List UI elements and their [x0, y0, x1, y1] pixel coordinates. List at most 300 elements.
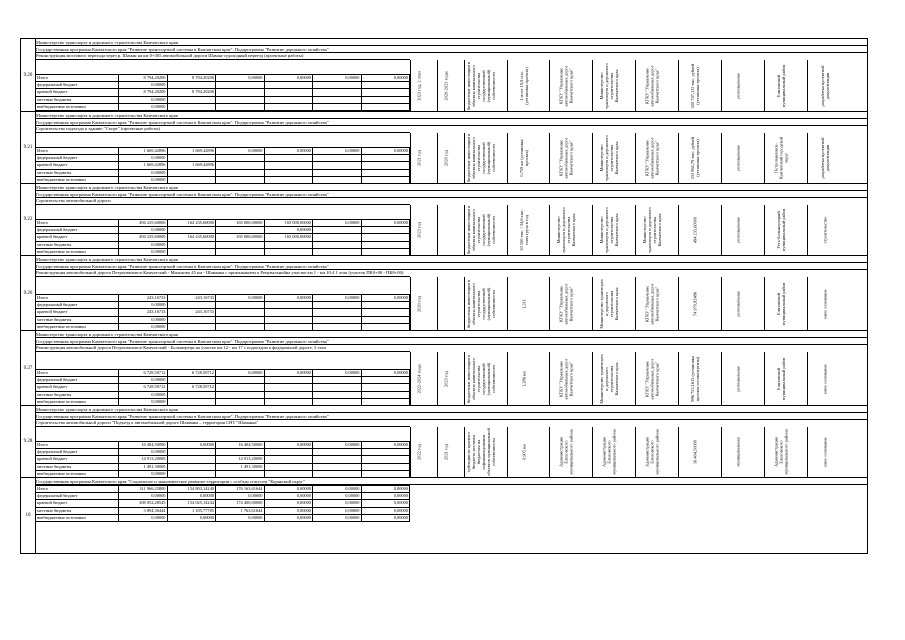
attribute-cell: [507, 427, 539, 477]
amount-cell: [264, 391, 313, 398]
attribute-cell: [410, 133, 427, 183]
object-section: [21, 39, 867, 111]
amount-cell: [313, 463, 362, 470]
financing-table: [35, 147, 410, 184]
amount-cell: 1 669,42896: [167, 148, 216, 155]
amount-cell: [313, 456, 362, 463]
financing-row: [36, 103, 410, 110]
financing-row: [36, 155, 410, 162]
source-label: внебюджетные источники: [36, 470, 119, 477]
amount-cell: [361, 463, 410, 470]
attribute-text: КГКУ "Управление автомобильных дорог Камчатского края": [644, 358, 660, 399]
amount-cell: 0,00000: [264, 295, 313, 302]
object-section: [21, 405, 867, 477]
attribute-cell: [410, 427, 427, 477]
amount-cell: [313, 103, 362, 110]
object-name: Реконструкция автомобильной дороги Петропавловск-Камчатский - Большерецк на участке км 12 - км 17 с подъездом к федеральной дороге. 3 этап: [35, 345, 410, 352]
amount-cell: 0,00000: [119, 323, 168, 330]
source-label: Итого: [36, 486, 119, 493]
amount-cell: 8 794,20200: [119, 89, 168, 96]
attribute-text: 233 865,79 тыс. рублей (установка проекта): [690, 136, 700, 180]
amount-cell: [216, 82, 265, 89]
amount-cell: [361, 449, 410, 456]
attribute-cell: [464, 427, 497, 477]
program-line: Государственная программа Камчатского края "Развитие транспортной системы в Камчатском крае". Подпрограмма "Развитие дорожного хозяйства": [35, 338, 867, 345]
amount-cell: 0,00000: [361, 370, 410, 377]
object-name: Строительство автомобильной дороги "Подъезд к автомобильной дороге Шаманка – территория СНТ "Шаманка": [35, 420, 410, 427]
amount-cell: [313, 155, 362, 162]
attribute-cell: [507, 60, 539, 111]
attribute-cell: [437, 277, 454, 330]
amount-cell: 0,00000: [313, 75, 362, 82]
ministry-line: Министерство транспорта и дорожного строительства Камчатского края: [35, 184, 867, 191]
attribute-cell: [764, 427, 797, 477]
amount-cell: [361, 82, 410, 89]
amount-cell: [264, 377, 313, 384]
attribute-cell: [721, 277, 754, 330]
amount-cell: [361, 227, 410, 234]
amount-cell: 0,00000: [119, 493, 168, 500]
amount-cell: 494 235,60000: [119, 234, 168, 241]
amount-cell: [216, 241, 265, 248]
attribute-cell: [635, 427, 668, 477]
amount-cell: 165 000,00000: [216, 220, 265, 227]
ministry-line: Министерство транспорта и дорожного строительства Камчатского края: [35, 406, 867, 413]
attribute-text: 200 747,115 тыс. рублей (установка проекта): [690, 63, 700, 108]
amount-cell: [264, 96, 313, 103]
amount-cell: [313, 309, 362, 316]
amount-cell: 0,00000: [264, 507, 313, 514]
amount-cell: 165 000,00000: [264, 220, 313, 227]
attribute-text: региональная: [735, 365, 741, 392]
attribute-cell: [721, 205, 754, 255]
attribute-text: КГКУ "Управление автомобильных дорог Камчатского края": [558, 137, 574, 179]
amount-cell: [167, 302, 216, 309]
attribute-cell: [410, 60, 427, 111]
attribute-text: Министерство транспорта и дорожного строительства Камчатского края: [599, 353, 619, 404]
attribute-cell: [592, 205, 625, 255]
financing-row: [36, 442, 410, 449]
attribute-text: бюджетные инвестиции в объекты капитального строительства государственной (муниципальной) собственности: [466, 279, 496, 328]
attribute-text: КГКУ "Управление автомобильных дорог Камчатского края": [644, 137, 660, 179]
financing-row: [36, 169, 410, 176]
amount-cell: 0,00000: [313, 486, 362, 493]
amount-cell: [313, 96, 362, 103]
amount-cell: [361, 384, 410, 391]
source-label: Итого: [36, 295, 119, 302]
amount-cell: 0,00000: [167, 514, 216, 521]
program-line: Государственная программа Камчатского края "Социальное и экономическое развитие территории с особым статусом "Корякский округ": [35, 478, 867, 485]
attribute-text: Администрация Елизовского муниципального района: [644, 429, 660, 475]
amount-cell: [313, 82, 362, 89]
source-label: федеральный бюджет: [36, 227, 119, 234]
amount-cell: [264, 309, 313, 316]
amount-cell: [264, 103, 313, 110]
source-label: Итого: [36, 370, 119, 377]
financing-row: [36, 162, 410, 169]
attribute-cell: [635, 277, 668, 330]
attribute-cell: [635, 60, 668, 111]
amount-cell: 0,00000: [119, 241, 168, 248]
attribute-text: Министерство транспорта и дорожного строительства Камчатского края: [599, 278, 619, 329]
source-label: федеральный бюджет: [36, 155, 119, 162]
amount-cell: [167, 463, 216, 470]
amount-cell: 0,00000: [264, 370, 313, 377]
amount-cell: [167, 377, 216, 384]
financing-table: [35, 74, 410, 111]
document-page: [20, 38, 868, 554]
amount-cell: 0,00000: [119, 302, 168, 309]
amount-cell: [361, 89, 410, 96]
attribute-cell: [764, 277, 797, 330]
attribute-cell: [807, 60, 841, 111]
amount-cell: [216, 169, 265, 176]
amount-cell: [313, 391, 362, 398]
source-label: федеральный бюджет: [36, 82, 119, 89]
attribute-text: 1 мост 19,9 п.м. (установка проекта): [518, 66, 529, 105]
attribute-cell: [764, 352, 797, 405]
amount-cell: 0,00000: [361, 148, 410, 155]
amount-cell: 6 728,50712: [167, 370, 216, 377]
attribute-cell: [592, 277, 625, 330]
amount-cell: [361, 456, 410, 463]
attribute-cell: [592, 133, 625, 183]
amount-cell: [216, 377, 265, 384]
ministry-line: Министерство транспорта и дорожного строительства Камчатского края: [35, 331, 867, 338]
source-label: местные бюджеты: [36, 316, 119, 323]
amount-cell: 0,00000: [216, 295, 265, 302]
amount-cell: [264, 89, 313, 96]
amount-cell: [264, 169, 313, 176]
attribute-text: бюджетные инвестиции в объекты капитального строительства государственной (муниципальной) собственности: [466, 206, 496, 254]
amount-cell: [167, 316, 216, 323]
amount-cell: 0,00000: [361, 295, 410, 302]
attribute-text: 2020 год: [443, 150, 449, 166]
amount-cell: [313, 169, 362, 176]
amount-cell: [264, 456, 313, 463]
attribute-text: Министерство транспорта и дорожного строительства Камчатского края: [599, 207, 619, 253]
attribute-cell: [592, 352, 625, 405]
financing-row: [36, 82, 410, 89]
attribute-text: 16 404,50000: [692, 439, 698, 465]
attribute-cell: [410, 277, 427, 330]
attribute-text: Петропавловск-Камчатский городской округ: [773, 136, 789, 180]
amount-cell: 14 913,20000: [119, 456, 168, 463]
amount-cell: [216, 96, 265, 103]
amount-cell: 6 728,50712: [119, 370, 168, 377]
amount-cell: 243,16733: [119, 309, 168, 316]
financing-row: [36, 309, 410, 316]
amount-cell: [216, 89, 265, 96]
financing-row: [36, 384, 410, 391]
attribute-text: субсидии из краевого бюджета местным бюджетам на софинансирование объектов муниципальной собственности: [466, 428, 496, 476]
amount-cell: 0,00000: [264, 75, 313, 82]
amount-cell: [167, 227, 216, 234]
amount-cell: 6 728,50712: [167, 384, 216, 391]
attribute-cell: [592, 427, 625, 477]
amount-cell: [313, 302, 362, 309]
program-line: Государственная программа Камчатского края "Развитие транспортной системы в Камчатском крае". Подпрограмма "Развитие дорожного хозяйства": [35, 191, 867, 198]
amount-cell: 6 728,50712: [119, 384, 168, 391]
amount-cell: 0,00000: [216, 370, 265, 377]
amount-cell: 0,00000: [361, 75, 410, 82]
amount-cell: 8 794,20200: [119, 75, 168, 82]
source-label: местные бюджеты: [36, 169, 119, 176]
amount-cell: [216, 384, 265, 391]
amount-cell: 16 404,50000: [119, 442, 168, 449]
attribute-text: бюджетные инвестиции в объекты капитального строительства государственной (муниципальной) собственности: [466, 61, 496, 110]
amount-cell: [361, 377, 410, 384]
source-label: местные бюджеты: [36, 241, 119, 248]
attribute-text: Елизовский муниципальный район: [776, 64, 786, 107]
attribute-text: Администрация Елизовского муниципального района: [558, 429, 574, 475]
amount-cell: 16 404,50000: [216, 442, 265, 449]
attribute-cell: [464, 352, 497, 405]
amount-cell: 0,00000: [361, 493, 410, 500]
amount-cell: 0,00000: [119, 227, 168, 234]
attribute-cell: [764, 133, 797, 183]
financing-row: [36, 302, 410, 309]
amount-cell: 0,00000: [313, 514, 362, 521]
financing-row: [36, 316, 410, 323]
source-label: местные бюджеты: [36, 391, 119, 398]
attribute-cell: [678, 60, 711, 111]
attribute-text: муниципальная: [735, 437, 741, 467]
amount-cell: [216, 155, 265, 162]
attribute-text: иное основание: [822, 363, 827, 394]
source-label: краевой бюджет: [36, 456, 119, 463]
attribute-text: Елизовский муниципальный район: [776, 282, 786, 325]
amount-cell: 164 235,60000: [167, 234, 216, 241]
attribute-cell: [437, 205, 454, 255]
amount-cell: 0,00000: [216, 514, 265, 521]
attribute-cell: [721, 133, 754, 183]
amount-cell: [361, 309, 410, 316]
amount-cell: [216, 162, 265, 169]
amount-cell: [264, 463, 313, 470]
attribute-text: 2021 год: [443, 444, 449, 460]
source-label: местные бюджеты: [36, 463, 119, 470]
attribute-cell: [721, 60, 754, 111]
amount-cell: 0,00000: [313, 295, 362, 302]
attribute-cell: [678, 277, 711, 330]
amount-cell: 0,00000: [167, 493, 216, 500]
amount-cell: [167, 82, 216, 89]
attribute-cell: [721, 427, 754, 477]
amount-cell: [216, 103, 265, 110]
attribute-text: 2023 год: [416, 222, 422, 238]
amount-cell: [313, 384, 362, 391]
amount-cell: 0,00000: [313, 148, 362, 155]
attribute-text: 74 970,82486: [692, 291, 698, 316]
amount-cell: [313, 241, 362, 248]
amount-cell: 1 185,77785: [167, 507, 216, 514]
amount-cell: 0,00000: [119, 248, 168, 255]
attribute-text: Министерство транспорта и дорожного строительства Камчатского края: [556, 207, 576, 253]
amount-cell: 311 966,25800: [119, 486, 168, 493]
financing-row: [36, 370, 410, 377]
attribute-text: 494 235,60000: [692, 216, 698, 244]
section-index: 9.20: [21, 39, 36, 111]
attribute-text: 2023 год: [443, 370, 449, 387]
amount-cell: 0,00000: [119, 176, 168, 183]
program-line: Государственная программа Камчатского края "Развитие транспортной системы в Камчатском крае". Подпрограмма "Развитие дорожного хозяйства": [35, 263, 867, 270]
amount-cell: [264, 82, 313, 89]
attribute-cell: [437, 133, 454, 183]
source-label: федеральный бюджет: [36, 493, 119, 500]
amount-cell: 1 491,30000: [119, 463, 168, 470]
amount-cell: 0,00000: [361, 500, 410, 507]
attribute-text: 1,311: [521, 298, 526, 309]
program-total-section: [21, 477, 867, 553]
attribute-text: 2022-2024 годы: [416, 363, 422, 394]
amount-cell: 0,00000: [313, 442, 362, 449]
amount-cell: [216, 449, 265, 456]
attribute-cell: [807, 205, 841, 255]
attribute-text: разработка проектной документации: [819, 64, 830, 107]
attribute-cell: [507, 352, 539, 405]
amount-cell: 0,00000: [361, 507, 410, 514]
amount-cell: 0,00000: [119, 82, 168, 89]
financing-row: [36, 234, 410, 241]
attribute-text: разработка проектной документации: [819, 137, 830, 179]
attribute-text: 50 500 тыс. / 34,6 тыс. тонн груза в год: [518, 209, 529, 251]
amount-cell: [313, 89, 362, 96]
attribute-text: 2020-2023 годы: [443, 70, 449, 101]
amount-cell: [167, 96, 216, 103]
amount-cell: 0,00000: [119, 377, 168, 384]
object-section: [21, 255, 867, 330]
source-label: внебюджетные источники: [36, 514, 119, 521]
attribute-cell: [437, 352, 454, 405]
source-label: федеральный бюджет: [36, 377, 119, 384]
attribute-cell: [635, 133, 668, 183]
amount-cell: [361, 316, 410, 323]
attribute-text: 2023 год, 2 этап: [416, 70, 422, 101]
object-name: Строительство автомобильной дороги: [35, 198, 410, 205]
amount-cell: 0,00000: [361, 514, 410, 521]
amount-cell: 154 025,14244: [167, 500, 216, 507]
attribute-cell: [549, 205, 582, 255]
financing-row: [36, 148, 410, 155]
amount-cell: 308 052,28545: [119, 500, 168, 507]
amount-cell: 0,00000: [361, 220, 410, 227]
attribute-text: региональная: [735, 72, 741, 99]
amount-cell: [313, 227, 362, 234]
financing-row: [36, 96, 410, 103]
amount-cell: [216, 316, 265, 323]
amount-cell: 0,00000: [216, 493, 265, 500]
attribute-cell: [464, 133, 497, 183]
amount-cell: 1 669,42896: [167, 162, 216, 169]
attribute-text: КГКУ "Управление автомобильных дорог Камчатского края": [558, 358, 574, 399]
amount-cell: [167, 103, 216, 110]
financing-table: [35, 369, 410, 406]
amount-cell: 243,16733: [119, 295, 168, 302]
financing-table: [35, 294, 410, 331]
object-section: [21, 111, 867, 183]
financing-row: [36, 486, 410, 493]
object-section: [21, 183, 867, 255]
amount-cell: 494 235,60000: [119, 220, 168, 227]
amount-cell: [361, 162, 410, 169]
amount-cell: [216, 309, 265, 316]
source-label: Итого: [36, 442, 119, 449]
amount-cell: [167, 449, 216, 456]
financing-row: [36, 493, 410, 500]
source-label: Итого: [36, 148, 119, 155]
amount-cell: 0,00000: [264, 500, 313, 507]
amount-cell: 0,00000: [264, 442, 313, 449]
attribute-text: 1,286 км: [521, 370, 526, 387]
ministry-line: Министерство транспорта и дорожного строительства Камчатского края: [35, 112, 867, 119]
financing-row: [36, 75, 410, 82]
amount-cell: [313, 316, 362, 323]
amount-cell: [361, 169, 410, 176]
attribute-cell: [807, 277, 841, 330]
attribute-cell: [764, 205, 797, 255]
attribute-text: иное основание: [822, 288, 827, 319]
attribute-cell: [437, 427, 454, 477]
amount-cell: 174 400,00000: [216, 500, 265, 507]
financing-row: [36, 507, 410, 514]
amount-cell: 0,00000: [313, 507, 362, 514]
amount-cell: 0,00000: [119, 155, 168, 162]
attribute-text: 2020 год: [416, 295, 422, 312]
amount-cell: [167, 391, 216, 398]
amount-cell: 14 913,20000: [216, 456, 265, 463]
source-label: Итого: [36, 75, 119, 82]
attribute-cell: [807, 133, 841, 183]
amount-cell: [361, 155, 410, 162]
financing-row: [36, 377, 410, 384]
attribute-cell: [764, 60, 797, 111]
attribute-cell: [807, 352, 841, 405]
attribute-text: Усть-Большерецкий муниципальный район: [776, 208, 786, 252]
section-index: 10: [21, 478, 36, 553]
attribute-cell: [549, 60, 582, 111]
attribute-cell: [437, 60, 454, 111]
attribute-text: 2021 год: [416, 150, 422, 166]
amount-cell: 8 794,20200: [167, 89, 216, 96]
amount-cell: [313, 449, 362, 456]
amount-cell: 8 794,20200: [167, 75, 216, 82]
section-index: 9.22: [21, 184, 36, 255]
amount-cell: [361, 103, 410, 110]
attribute-cell: [807, 427, 841, 477]
financing-row: [36, 241, 410, 248]
attribute-text: КГКУ "Управление автомобильных дорог Камчатского края": [558, 283, 574, 324]
section-index: 9.27: [21, 331, 36, 405]
amount-cell: 0,00000: [119, 470, 168, 477]
amount-cell: [361, 302, 410, 309]
amount-cell: [361, 234, 410, 241]
amount-cell: 243,16733: [167, 295, 216, 302]
financing-row: [36, 295, 410, 302]
amount-cell: 1 763,61644: [216, 507, 265, 514]
ministry-line: Министерство транспорта и дорожного строительства Камчатского края: [35, 256, 867, 263]
attribute-text: строительство: [822, 216, 827, 244]
amount-cell: 176 163,61644: [216, 486, 265, 493]
financing-row: [36, 456, 410, 463]
attribute-cell: [464, 277, 497, 330]
attribute-cell: [635, 352, 668, 405]
amount-cell: 0,00000: [119, 449, 168, 456]
amount-cell: [264, 302, 313, 309]
financing-row: [36, 220, 410, 227]
amount-cell: 0,00000: [119, 398, 168, 405]
amount-cell: [167, 456, 216, 463]
